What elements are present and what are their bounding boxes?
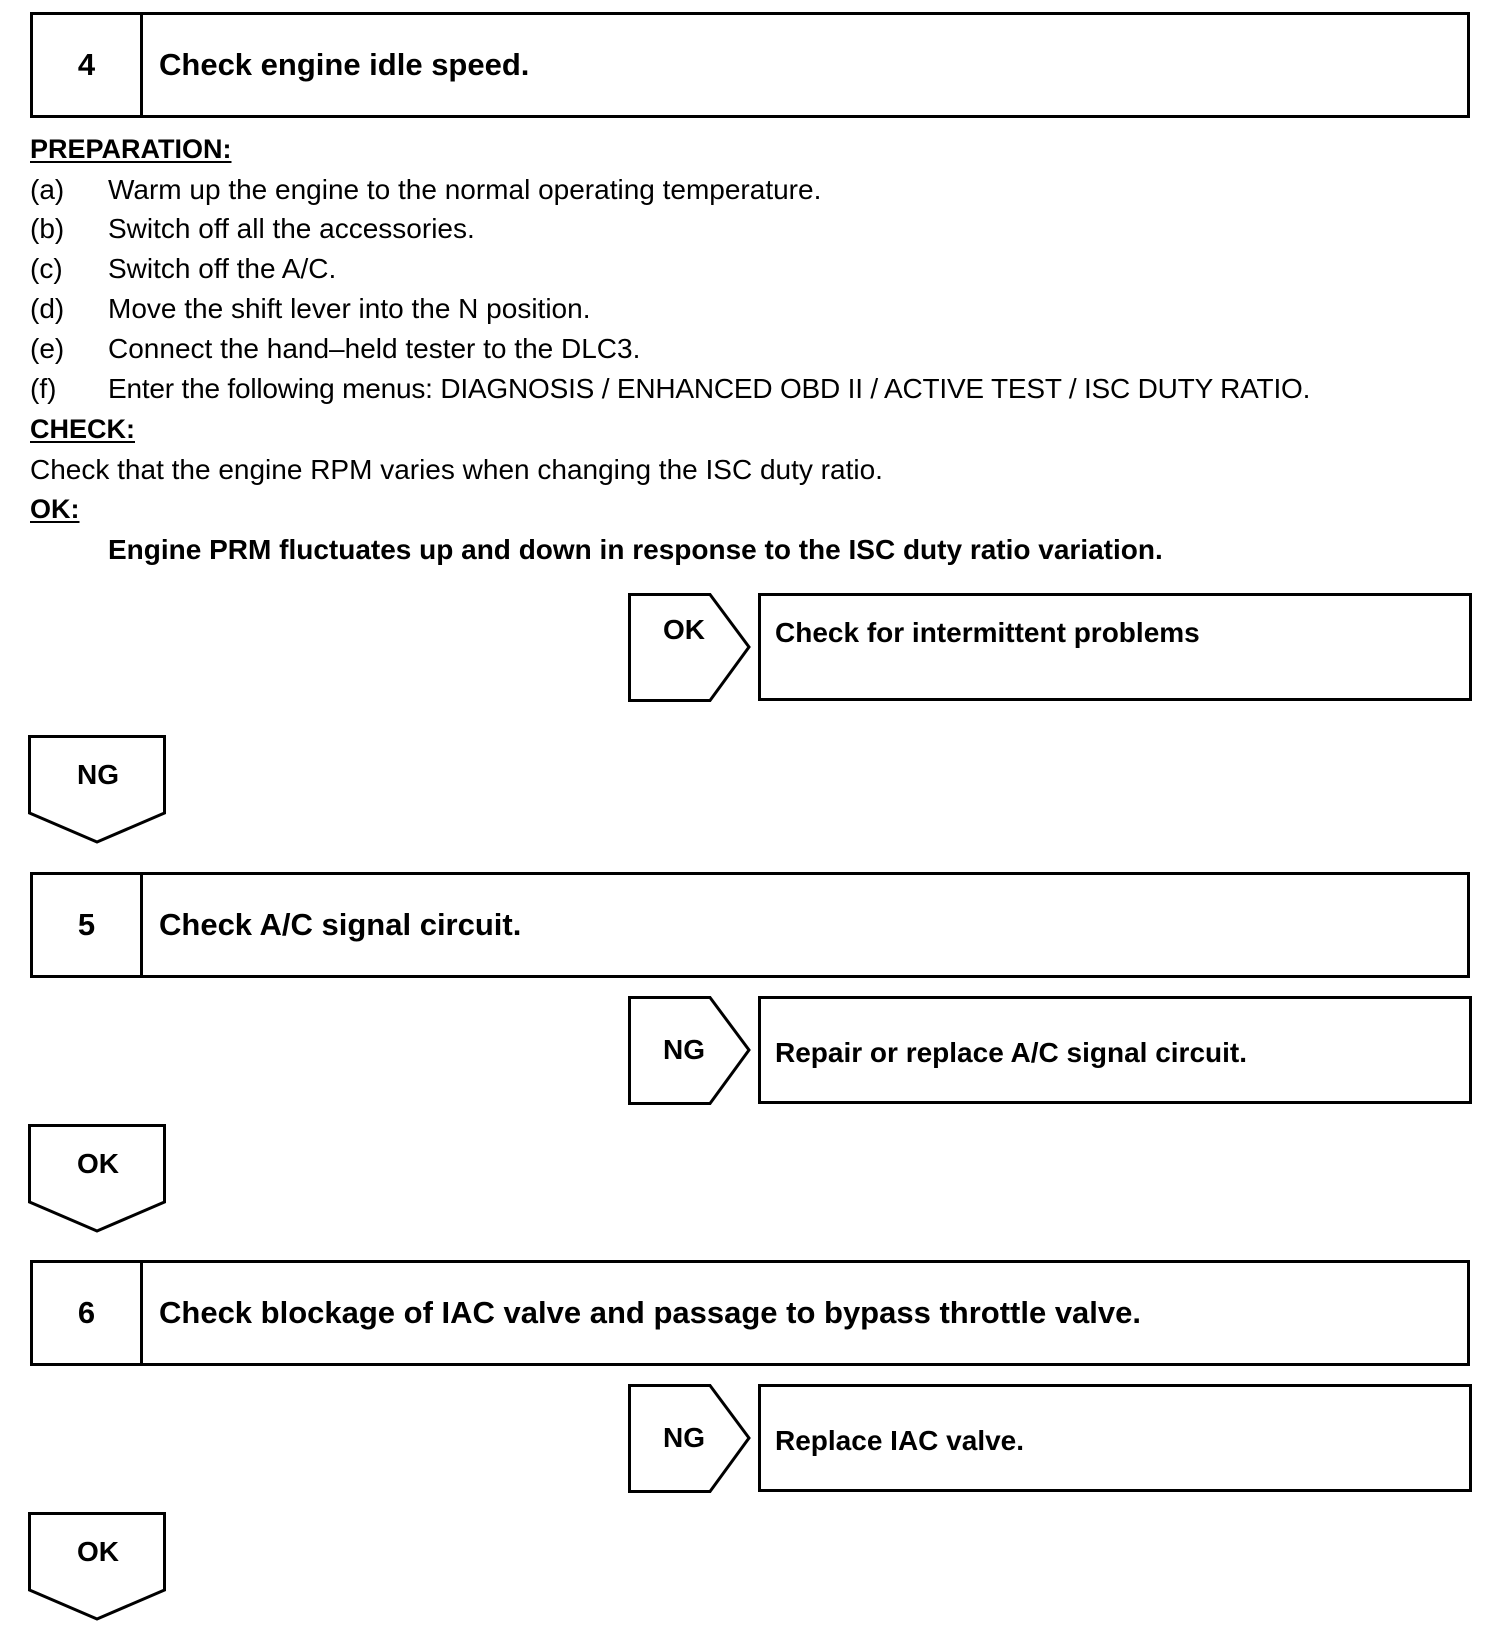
step-5-number: 5 [33, 875, 143, 975]
check-text: Check that the engine RPM varies when changing the ISC duty ratio. [30, 454, 883, 485]
step-4-number: 4 [33, 15, 143, 115]
preparation-heading: PREPARATION: [30, 134, 232, 164]
preparation-item-text: Warm up the engine to the normal operating temperature. [108, 174, 822, 205]
step-6-title: Check blockage of IAC valve and passage to bypass throttle valve. [159, 1295, 1142, 1330]
result-box [758, 1384, 1472, 1492]
preparation-item-letter: (a) [30, 174, 65, 205]
result-text: Repair or replace A/C signal circuit. [775, 1037, 1248, 1068]
preparation-item-text: Switch off the A/C. [108, 253, 337, 284]
right-arrow-icon [628, 593, 752, 703]
preparation-item-text: Move the shift lever into the N position. [108, 293, 591, 324]
preparation-item-text: Enter the following menus: DIAGNOSIS / ENHANCED OBD II / ACTIVE TEST / ISC DUTY RATIO. [108, 373, 1311, 404]
preparation-item-letter: (e) [30, 333, 65, 364]
step-6-number: 6 [33, 1263, 143, 1363]
preparation-item-letter: (b) [30, 213, 65, 244]
step-4-box [30, 12, 1470, 118]
result-text: Check for intermittent problems [775, 617, 1200, 648]
check-heading: CHECK: [30, 414, 135, 444]
preparation-item-letter: (d) [30, 293, 65, 324]
step-4-title: Check engine idle speed. [159, 47, 530, 82]
branch-label: NG [663, 1034, 705, 1065]
preparation-item-letter: (f) [30, 373, 57, 404]
branch-label: OK [663, 614, 705, 645]
step-6-box [30, 1260, 1470, 1366]
down-branch-label: OK [77, 1148, 119, 1179]
result-box [758, 996, 1472, 1104]
step-5-box [30, 872, 1470, 978]
step-5-title: Check A/C signal circuit. [159, 907, 522, 942]
result-box [758, 593, 1472, 701]
down-branch-label: OK [77, 1536, 119, 1567]
preparation-item-text: Connect the hand–held tester to the DLC3. [108, 333, 641, 364]
ok-heading: OK: [30, 494, 80, 524]
preparation-item-text: Switch off all the accessories. [108, 213, 475, 244]
preparation-item-letter: (c) [30, 253, 63, 284]
ok-specification: Engine PRM fluctuates up and down in response to the ISC duty ratio variation. [108, 534, 1163, 565]
result-text: Replace IAC valve. [775, 1425, 1025, 1456]
branch-label: NG [663, 1422, 705, 1453]
down-branch-label: NG [77, 759, 119, 790]
